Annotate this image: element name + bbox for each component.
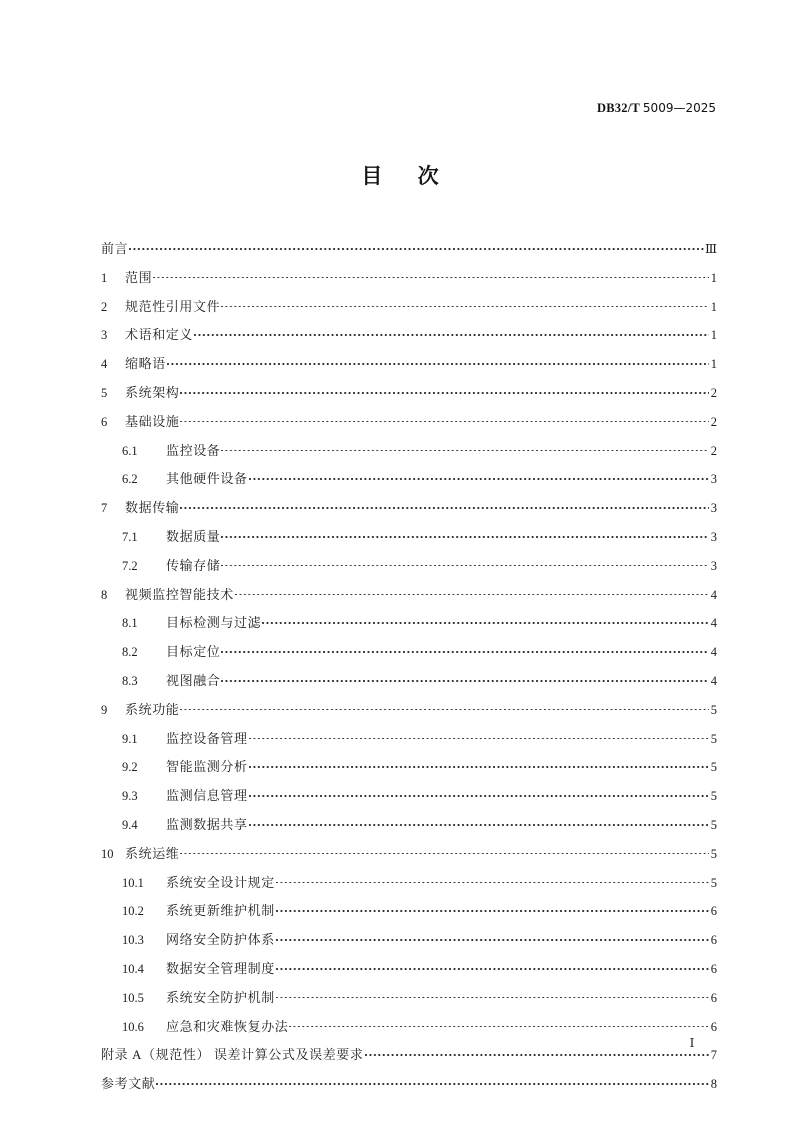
toc-entry-label: 数据安全管理制度 [166, 960, 275, 976]
toc-entry-number: 6.2 [122, 472, 138, 487]
toc-entry-page-number: 1 [710, 299, 717, 314]
toc-entry-label: 系统更新维护机制 [166, 903, 275, 919]
toc-entry-number: 10.6 [122, 1019, 144, 1034]
toc-dot-leader [180, 384, 709, 397]
toc-entry-label: 参考文献 [101, 1076, 156, 1092]
toc-entry[interactable] [101, 843, 717, 872]
toc-entry[interactable] [101, 670, 717, 699]
toc-dot-leader [180, 413, 709, 426]
toc-entry-label: 附录 A（规范性） 误差计算公式及误差要求 [101, 1047, 364, 1063]
toc-entry-number: 8.1 [122, 616, 138, 631]
toc-entry-label: 视图融合 [166, 672, 221, 688]
toc-entry-label: 术语和定义 [125, 327, 194, 343]
toc-entry[interactable] [101, 612, 717, 641]
toc-entry[interactable] [101, 353, 717, 382]
toc-dot-leader [221, 298, 709, 311]
toc-entry-label: 传输存储 [166, 557, 221, 573]
toc-entry-label: 系统架构 [125, 384, 180, 400]
toc-entry-page-number: 4 [710, 673, 717, 688]
toc-entry-page-number: 1 [710, 328, 717, 343]
toc-entry-number: 10.1 [122, 875, 144, 890]
standard-number: 5009—2025 [642, 101, 716, 115]
toc-entry-number: 8.3 [122, 673, 138, 688]
toc-entry-label: 数据质量 [166, 528, 221, 544]
toc-dot-leader [194, 326, 709, 339]
toc-entry-label: 监测数据共享 [166, 816, 248, 832]
toc-entry-label: 基础设施 [125, 413, 180, 429]
toc-entry-page-number: 3 [710, 529, 717, 544]
toc-entry-page-number: 2 [710, 385, 717, 400]
toc-entry-number: 1 [101, 270, 108, 285]
toc-entry-page-number: Ⅲ [704, 242, 717, 256]
toc-entry-page-number: 6 [710, 933, 717, 948]
toc-entry-number: 2 [101, 299, 108, 314]
toc-entry-label: 系统运维 [125, 845, 180, 861]
toc-entry-label: 系统安全设计规定 [166, 874, 275, 890]
toc-entry-number: 10 [101, 846, 114, 861]
toc-dot-leader [249, 470, 709, 483]
toc-entry-page-number: 6 [710, 990, 717, 1005]
toc-dot-leader [276, 902, 709, 915]
toc-entry-page-number: 5 [710, 760, 717, 775]
toc-entry-label: 目标定位 [166, 644, 221, 660]
toc-dot-leader [167, 355, 709, 368]
toc-entry[interactable] [101, 641, 717, 670]
toc-entry-page-number: 4 [710, 645, 717, 660]
toc-entry[interactable] [101, 296, 717, 325]
toc-dot-leader [221, 672, 709, 685]
toc-entry-number: 6.1 [122, 443, 138, 458]
toc-dot-leader [153, 269, 709, 282]
toc-dot-leader [156, 1075, 709, 1088]
table-of-contents [101, 238, 717, 1102]
toc-entry-label: 视频监控智能技术 [125, 586, 234, 602]
toc-dot-leader [221, 643, 709, 656]
toc-entry-number: 7.2 [122, 558, 138, 573]
toc-entry[interactable] [101, 468, 717, 497]
toc-entry[interactable] [101, 814, 717, 843]
toc-entry-label: 应急和灾难恢复办法 [166, 1018, 289, 1034]
toc-entry-number: 4 [101, 357, 108, 372]
toc-entry-number: 8.2 [122, 645, 138, 660]
toc-entry-page-number: 2 [710, 414, 717, 429]
toc-entry-number: 9 [101, 702, 108, 717]
toc-entry-number: 9.3 [122, 789, 138, 804]
toc-entry-label: 数据传输 [125, 500, 180, 516]
standard-number-header [597, 101, 716, 116]
toc-entry[interactable] [101, 555, 717, 584]
toc-entry-label: 系统安全防护机制 [166, 989, 275, 1005]
toc-entry-number: 8 [101, 587, 108, 602]
standard-prefix: DB32/T [597, 101, 640, 115]
toc-entry-number: 10.5 [122, 990, 144, 1005]
toc-entry-page-number: 6 [710, 961, 717, 976]
toc-entry-number: 6 [101, 414, 108, 429]
toc-entry-label: 监测信息管理 [166, 788, 248, 804]
toc-dot-leader [235, 586, 709, 599]
toc-dot-leader [180, 701, 709, 714]
toc-entry-label: 网络安全防护体系 [166, 932, 275, 948]
toc-entry-page-number: 3 [710, 472, 717, 487]
toc-entry-label: 其他硬件设备 [166, 471, 248, 487]
toc-entry-number: 7 [101, 501, 108, 516]
toc-entry-label: 范围 [125, 269, 153, 285]
toc-entry-number: 5 [101, 385, 108, 400]
toc-entry-page-number: 4 [710, 616, 717, 631]
toc-entry-label: 监控设备 [166, 442, 221, 458]
toc-entry-label: 前言 [101, 241, 129, 256]
toc-entry[interactable] [101, 872, 717, 901]
toc-entry[interactable] [101, 728, 717, 757]
toc-dot-leader [249, 787, 709, 800]
toc-entry[interactable] [101, 411, 717, 440]
toc-entry[interactable] [101, 929, 717, 958]
toc-dot-leader [180, 499, 709, 512]
toc-entry[interactable] [101, 324, 717, 353]
toc-dot-leader [249, 730, 709, 743]
toc-entry-label: 监控设备管理 [166, 730, 248, 746]
toc-entry-number: 7.1 [122, 529, 138, 544]
toc-entry[interactable] [101, 1073, 717, 1102]
toc-dot-leader [276, 874, 709, 887]
toc-entry-number: 9.4 [122, 817, 138, 832]
toc-entry-number: 3 [101, 328, 108, 343]
toc-entry-page-number: 5 [710, 702, 717, 717]
toc-entry-number: 9.1 [122, 731, 138, 746]
page-title: 目 次 [361, 164, 453, 188]
toc-entry[interactable] [101, 785, 717, 814]
toc-dot-leader [221, 528, 709, 541]
toc-entry[interactable] [101, 238, 717, 267]
toc-dot-leader [276, 989, 709, 1002]
toc-entry-page-number: 3 [710, 558, 717, 573]
toc-dot-leader [276, 931, 709, 944]
toc-entry-label: 目标检测与过滤 [166, 615, 262, 631]
toc-entry-page-number: 6 [710, 1019, 717, 1034]
toc-dot-leader [249, 816, 709, 829]
toc-entry-label: 智能监测分析 [166, 759, 248, 775]
toc-entry-label: 缩略语 [125, 356, 166, 372]
toc-entry-page-number: 6 [710, 904, 717, 919]
toc-entry-number: 10.3 [122, 933, 144, 948]
toc-entry[interactable] [101, 987, 717, 1016]
toc-dot-leader [180, 845, 709, 858]
toc-entry-number: 10.2 [122, 904, 144, 919]
toc-entry-page-number: 5 [710, 789, 717, 804]
toc-entry-label: 规范性引用文件 [125, 298, 221, 314]
toc-dot-leader [249, 758, 709, 771]
toc-entry-label: 系统功能 [125, 701, 180, 717]
toc-entry-page-number: 5 [710, 875, 717, 890]
toc-entry-page-number: 1 [710, 357, 717, 372]
toc-entry[interactable] [101, 756, 717, 785]
toc-dot-leader [262, 614, 709, 627]
toc-entry-page-number: 5 [710, 846, 717, 861]
toc-entry-page-number: 7 [710, 1048, 717, 1063]
toc-entry[interactable] [101, 382, 717, 411]
toc-dot-leader [129, 240, 704, 253]
toc-entry[interactable] [101, 958, 717, 987]
toc-entry[interactable] [101, 526, 717, 555]
toc-entry-page-number: 1 [710, 270, 717, 285]
toc-entry[interactable] [101, 497, 717, 526]
toc-entry-page-number: 5 [710, 731, 717, 746]
toc-entry[interactable] [101, 584, 717, 613]
toc-entry[interactable] [101, 900, 717, 929]
toc-dot-leader [289, 1018, 709, 1031]
toc-entry-page-number: 2 [710, 443, 717, 458]
toc-entry[interactable] [101, 440, 717, 469]
toc-entry-number: 10.4 [122, 961, 144, 976]
toc-entry[interactable] [101, 699, 717, 728]
toc-entry-page-number: 3 [710, 501, 717, 516]
toc-entry-page-number: 5 [710, 817, 717, 832]
toc-entry-page-number: 4 [710, 587, 717, 602]
toc-dot-leader [221, 557, 709, 570]
toc-entry-page-number: 8 [710, 1077, 717, 1092]
toc-dot-leader [276, 960, 709, 973]
toc-entry-number: 9.2 [122, 760, 138, 775]
page-footer: Ⅰ [689, 1036, 695, 1050]
toc-entry[interactable] [101, 267, 717, 296]
toc-dot-leader [221, 442, 709, 455]
